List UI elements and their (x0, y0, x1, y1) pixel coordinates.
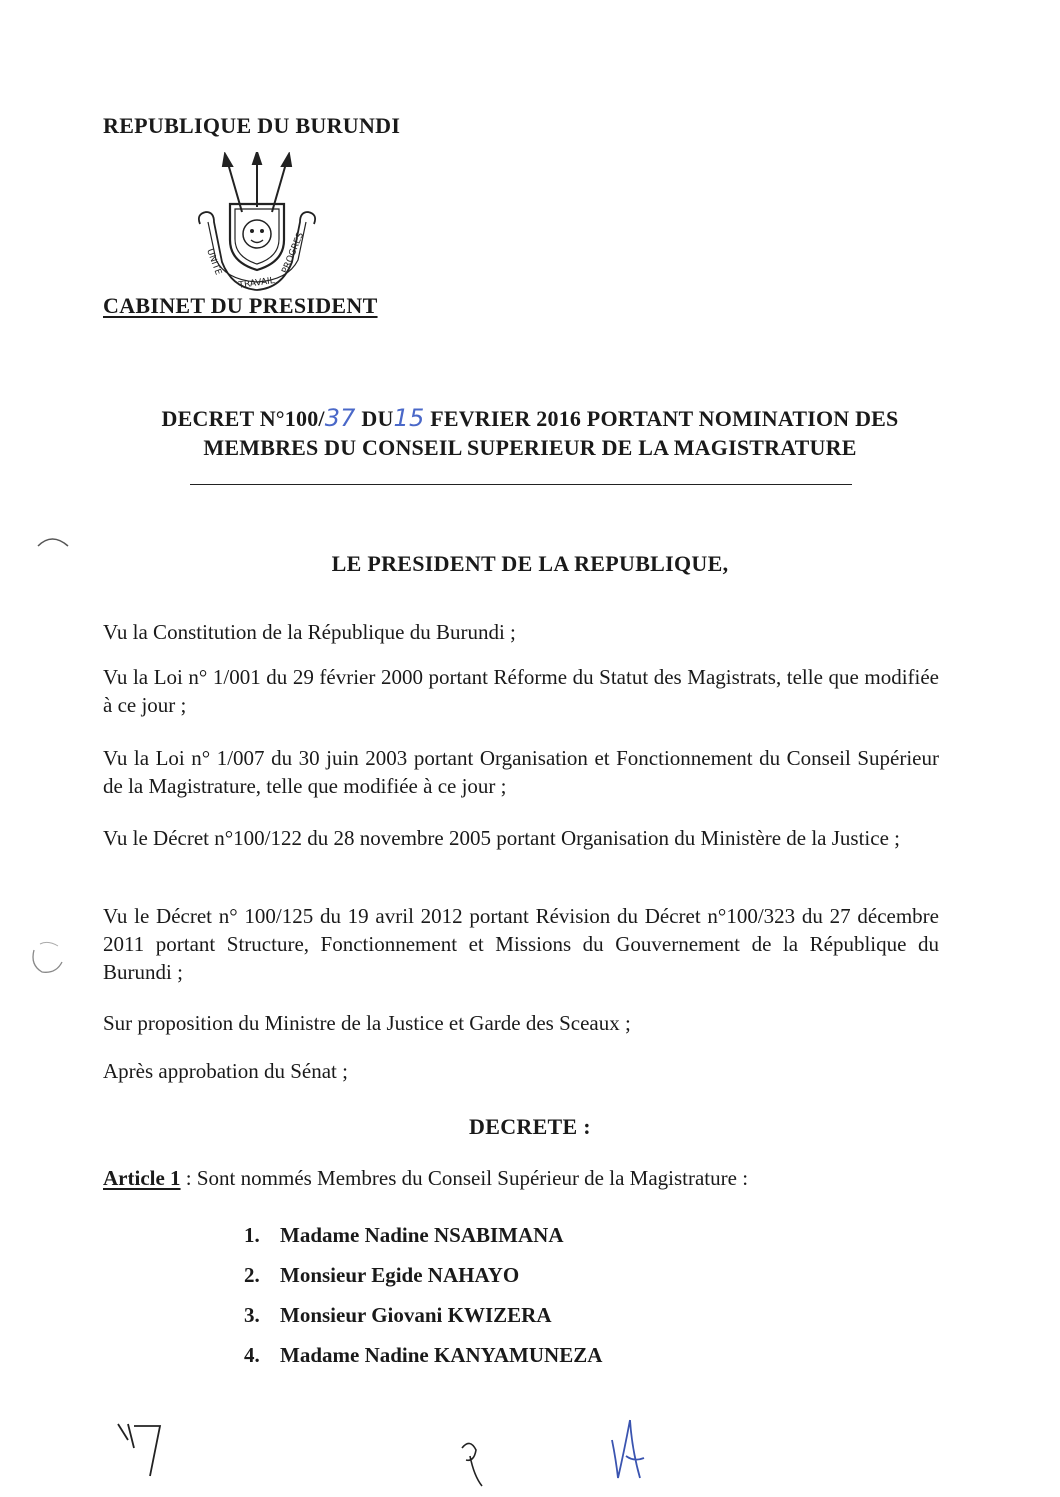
svg-text:UNITE: UNITE (204, 247, 223, 277)
svg-text:PROGRES: PROGRES (280, 231, 307, 276)
article-1-text: : Sont nommés Membres du Conseil Supérieur de la Magistrature : (180, 1166, 749, 1190)
decree-title-prefix: DECRET N°100/ (161, 406, 325, 431)
decree-day-handwritten: 15 (393, 404, 425, 432)
initials-signature (118, 1424, 160, 1476)
coat-of-arms-emblem (192, 152, 322, 294)
punch-hole-mark (40, 942, 58, 946)
preamble-paragraph: Vu la Loi n° 1/001 du 29 février 2000 portant Réforme du Statut des Magistrats, telle que modifiée à ce jour ; (103, 665, 939, 717)
preamble-paragraph: Vu la Constitution de la République du Burundi ; (103, 620, 516, 644)
member-number: 3. (244, 1303, 260, 1327)
decree-number-handwritten: 37 (324, 404, 356, 432)
initials-signature (612, 1420, 644, 1478)
preamble-paragraph: Vu le Décret n° 100/125 du 19 avril 2012 portant Révision du Décret n°100/323 du 27 décembre 2011 portant Structure, Fonctionnement et Missions du Gouvernement de la République du Burundi ; (103, 904, 939, 984)
preamble-paragraph: Vu le Décret n°100/122 du 28 novembre 2005 portant Organisation du Ministère de la Justice ; (103, 826, 900, 850)
article-1-label: Article 1 (103, 1166, 181, 1190)
list-item (244, 1261, 602, 1301)
title-divider (190, 484, 852, 485)
member-number: 2. (244, 1263, 260, 1287)
member-number: 4. (244, 1343, 260, 1367)
cabinet-heading: CABINET DU PRESIDENT (103, 293, 378, 318)
member-name: Madame Nadine NSABIMANA (280, 1223, 564, 1247)
member-name: Monsieur Giovani KWIZERA (280, 1303, 552, 1327)
list-item (244, 1341, 602, 1381)
decree-title-suffix: FEVRIER 2016 PORTANT NOMINATION DES (424, 406, 899, 431)
decree-title-line-2: MEMBRES DU CONSEIL SUPERIEUR DE LA MAGISTRATURE (203, 435, 857, 460)
members-list (244, 1221, 602, 1381)
article-1 (103, 1164, 939, 1192)
member-name: Monsieur Egide NAHAYO (280, 1263, 520, 1287)
preamble-paragraph: Après approbation du Sénat ; (103, 1059, 348, 1083)
member-name: Madame Nadine KANYAMUNEZA (280, 1343, 603, 1367)
punch-hole-mark (33, 950, 62, 972)
list-item (244, 1301, 602, 1341)
preamble-paragraph: Sur proposition du Ministre de la Justice et Garde des Sceaux ; (103, 1011, 631, 1035)
decree-title-mid: DU (355, 406, 394, 431)
list-item (244, 1221, 602, 1261)
preamble-paragraph: Vu la Loi n° 1/007 du 30 juin 2003 portant Organisation et Fonctionnement du Conseil Supérieur de la Magistrature, telle que modifiée à ce jour ; (103, 746, 939, 798)
svg-text:TRAVAIL: TRAVAIL (238, 276, 276, 291)
decrete-heading: DECRETE : (469, 1114, 591, 1139)
president-heading: LE PRESIDENT DE LA REPUBLIQUE, (331, 551, 729, 576)
member-number: 1. (244, 1223, 260, 1247)
decree-title-line-1 (60, 403, 1000, 434)
punch-hole-mark (38, 539, 68, 546)
country-heading: REPUBLIQUE DU BURUNDI (103, 113, 401, 138)
initials-signature (462, 1443, 482, 1486)
